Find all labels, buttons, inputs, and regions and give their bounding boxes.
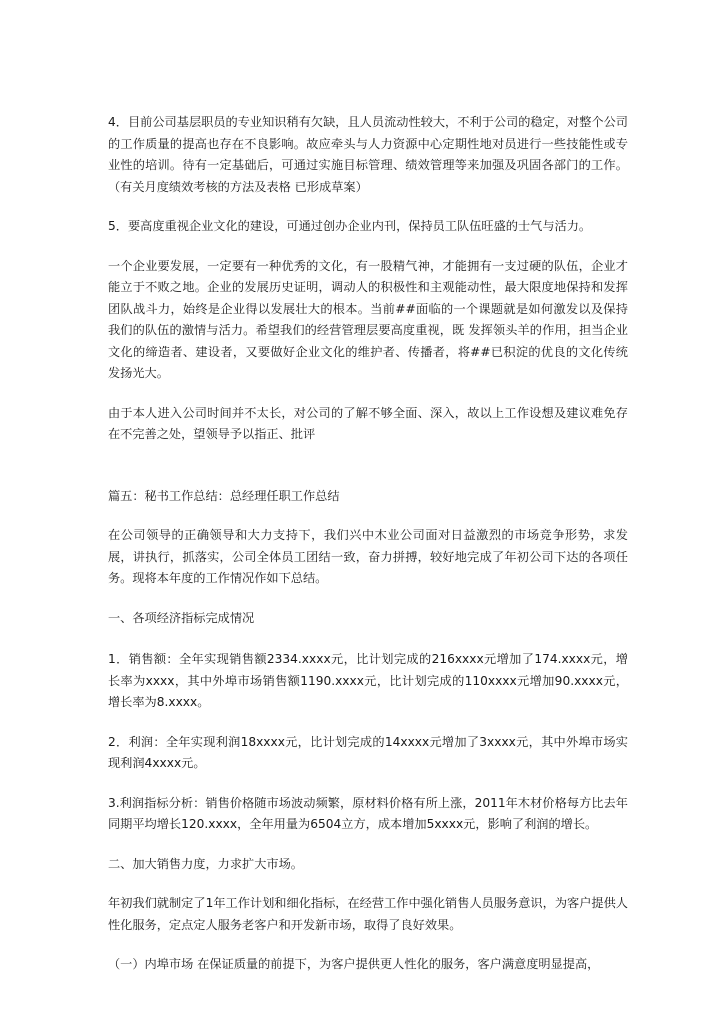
paragraph-profit-figures: 2．利润：全年实现利润18xxxx元，比计划完成的14xxxx元增加了3xxxx元，其中外埠市场实现利润4xxxx元。 xyxy=(108,734,628,770)
paragraph-annual-plan: 年初我们就制定了1年工作计划和细化指标，在经营工作中强化销售人员服务意识，为客户提供人性化服务，定点定人服务老客户和开发新市场，取得了良好效果。 xyxy=(108,896,628,932)
paragraph-culture-development: 一个企业要发展，一定要有一种优秀的文化，有一股精气神，才能拥有一支过硬的队伍，企业才能立于不败之地。企业的发展历史证明，调动人的积极性和主观能动性，最大限度地保持和发挥团队战斗力，始终是企业得以发展壮大的根本。当前##面临的一个课题就是如何激发以及保持我们的队伍的激情与活力。希望我们的经营管理层要高度重视，既 发挥领头羊的作用，担当企业文化的缔造者、建设者，又要做好企业文化的维护者、传播者，将##已积淀的优良的文化传统发扬光大。 xyxy=(108,258,628,380)
heading-economic-indicators: 一、各项经济指标完成情况 xyxy=(108,610,255,625)
paragraph-closing-remark: 由于本人进入公司时间并不太长，对公司的了解不够全面、深入，故以上工作设想及建议难免存在不完善之处，望领导予以指正、批评 xyxy=(108,405,628,441)
paragraph-profit-analysis: 3.利润指标分析：销售价格随市场波动频繁，原材料价格有所上涨，2011年木材价格每方比去年同期平均增长120.xxxx，全年用量为6504立方，成本增加5xxxx元，影响了利润的增长。 xyxy=(108,795,628,831)
heading-expand-market: 二、加大销售力度，力求扩大市场。 xyxy=(108,856,303,871)
paragraph-domestic-market: （一）内埠市场 在保证质量的前提下，为客户提供更人性化的服务，客户满意度明显提高， xyxy=(108,957,600,971)
document-page xyxy=(108,112,628,976)
paragraph-summary-intro: 在公司领导的正确领导和大力支持下，我们兴中木业公司面对日益激烈的市场竞争形势，求发展，讲执行，抓落实，公司全体员工团结一致，奋力拼搏，较好地完成了年初公司下达的各项任务。现将本年度的工作情况作如下总结。 xyxy=(108,528,628,585)
paragraph-staff-training: 4．目前公司基层职员的专业知识稍有欠缺，且人员流动性较大，不利于公司的稳定，对整个公司的工作质量的提高也存在不良影响。故应牵头与人力资源中心定期性地对员进行一些技能性或专业性的培训。待有一定基础后，可通过实施目标管理、绩效管理等来加强及巩固各部门的工作。（有关月度绩效考核的方法及表格 已形成草案） xyxy=(108,115,628,194)
paragraph-sales-figures: 1．销售额：全年实现销售额2334.xxxx元，比计划完成的216xxxx元增加了174.xxxx元，增长率为xxxx，其中外埠市场销售额1190.xxxx元，比计划完成的110xxxx元增加90.xxxx元，增长率为8.xxxx。 xyxy=(108,652,628,709)
section-heading-part-five: 篇五：秘书工作总结：总经理任职工作总结 xyxy=(108,488,340,503)
paragraph-corporate-culture-point: 5．要高度重视企业文化的建设，可通过创办企业内刊，保持员工队伍旺盛的士气与活力。 xyxy=(108,219,592,233)
